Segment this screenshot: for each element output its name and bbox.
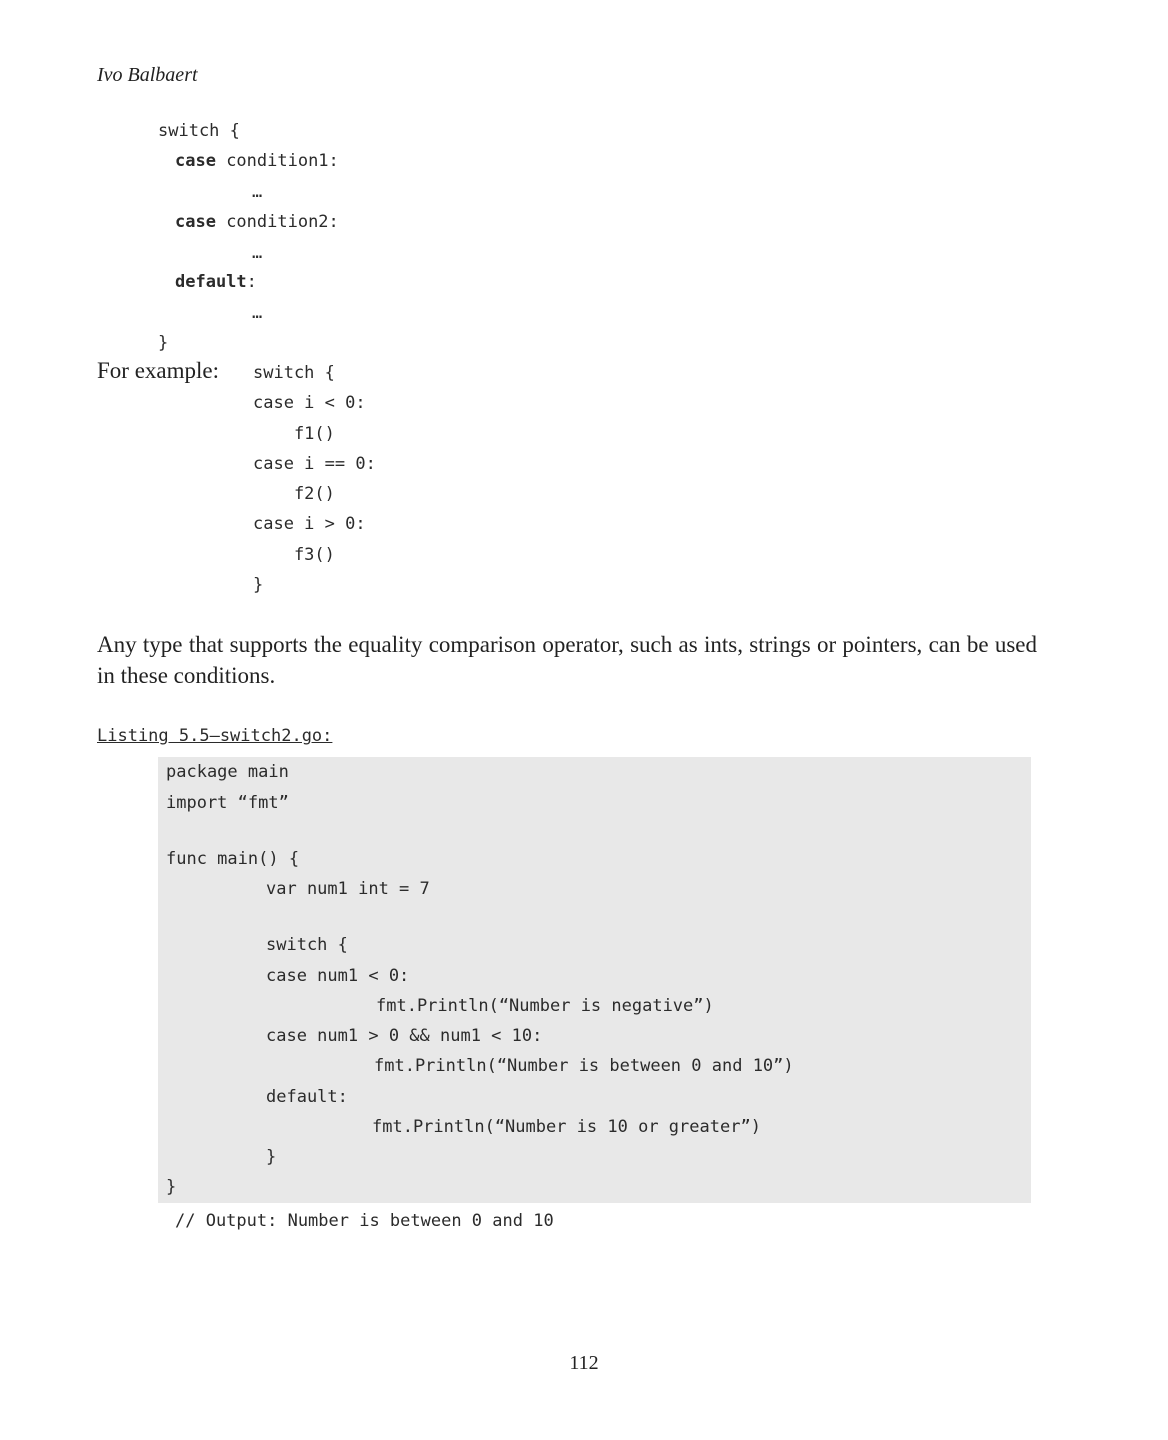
- syntax-line-default: [175, 271, 257, 293]
- example-line: f2(): [253, 484, 335, 504]
- keyword-default: default: [175, 272, 247, 292]
- code-line: import “fmt”: [166, 793, 289, 813]
- code-line: case num1 > 0 && num1 < 10:: [266, 1026, 543, 1046]
- code-line: case num1 < 0:: [266, 966, 410, 986]
- code-line: package main: [166, 762, 289, 782]
- syntax-line-switch: switch {: [158, 121, 240, 141]
- keyword-case: case: [175, 151, 216, 171]
- example-line: f3(): [253, 545, 335, 565]
- code-line: var num1 int = 7: [266, 879, 430, 899]
- code-line: switch {: [266, 935, 348, 955]
- example-line: case i > 0:: [253, 514, 366, 534]
- page-number: 112: [569, 1352, 599, 1374]
- code-line: func main() {: [166, 849, 300, 869]
- code-line: fmt.Println(“Number is 10 or greater”): [372, 1117, 761, 1137]
- for-example-label: For example:: [97, 358, 219, 383]
- body-paragraph: Any type that supports the equality comparison operator, such as ints, strings or pointers, can be used in these conditions.: [97, 632, 1037, 688]
- syntax-line-case2: [175, 211, 339, 233]
- syntax-default-colon: :: [246, 272, 257, 292]
- code-line: }: [166, 1177, 177, 1197]
- example-line: }: [253, 575, 264, 595]
- syntax-ellipsis: …: [252, 303, 263, 323]
- example-line: case i == 0:: [253, 454, 376, 474]
- running-header-author: Ivo Balbaert: [97, 64, 198, 86]
- code-line: fmt.Println(“Number is between 0 and 10”): [374, 1056, 794, 1076]
- example-line: case i < 0:: [253, 393, 366, 413]
- output-comment: // Output: Number is between 0 and 10: [175, 1211, 554, 1231]
- code-line: fmt.Println(“Number is negative”): [376, 996, 714, 1016]
- example-line: switch {: [253, 363, 335, 383]
- code-line: default:: [266, 1087, 348, 1107]
- syntax-ellipsis: …: [252, 182, 263, 202]
- syntax-ellipsis: …: [252, 243, 263, 263]
- example-line: f1(): [253, 424, 335, 444]
- syntax-condition1: condition1:: [215, 151, 339, 171]
- syntax-condition2: condition2:: [215, 212, 339, 232]
- syntax-line-case1: [175, 150, 339, 172]
- syntax-line-close: }: [158, 333, 169, 353]
- code-line: }: [266, 1147, 277, 1167]
- keyword-case: case: [175, 212, 216, 232]
- listing-title: Listing 5.5—switch2.go:: [97, 726, 333, 746]
